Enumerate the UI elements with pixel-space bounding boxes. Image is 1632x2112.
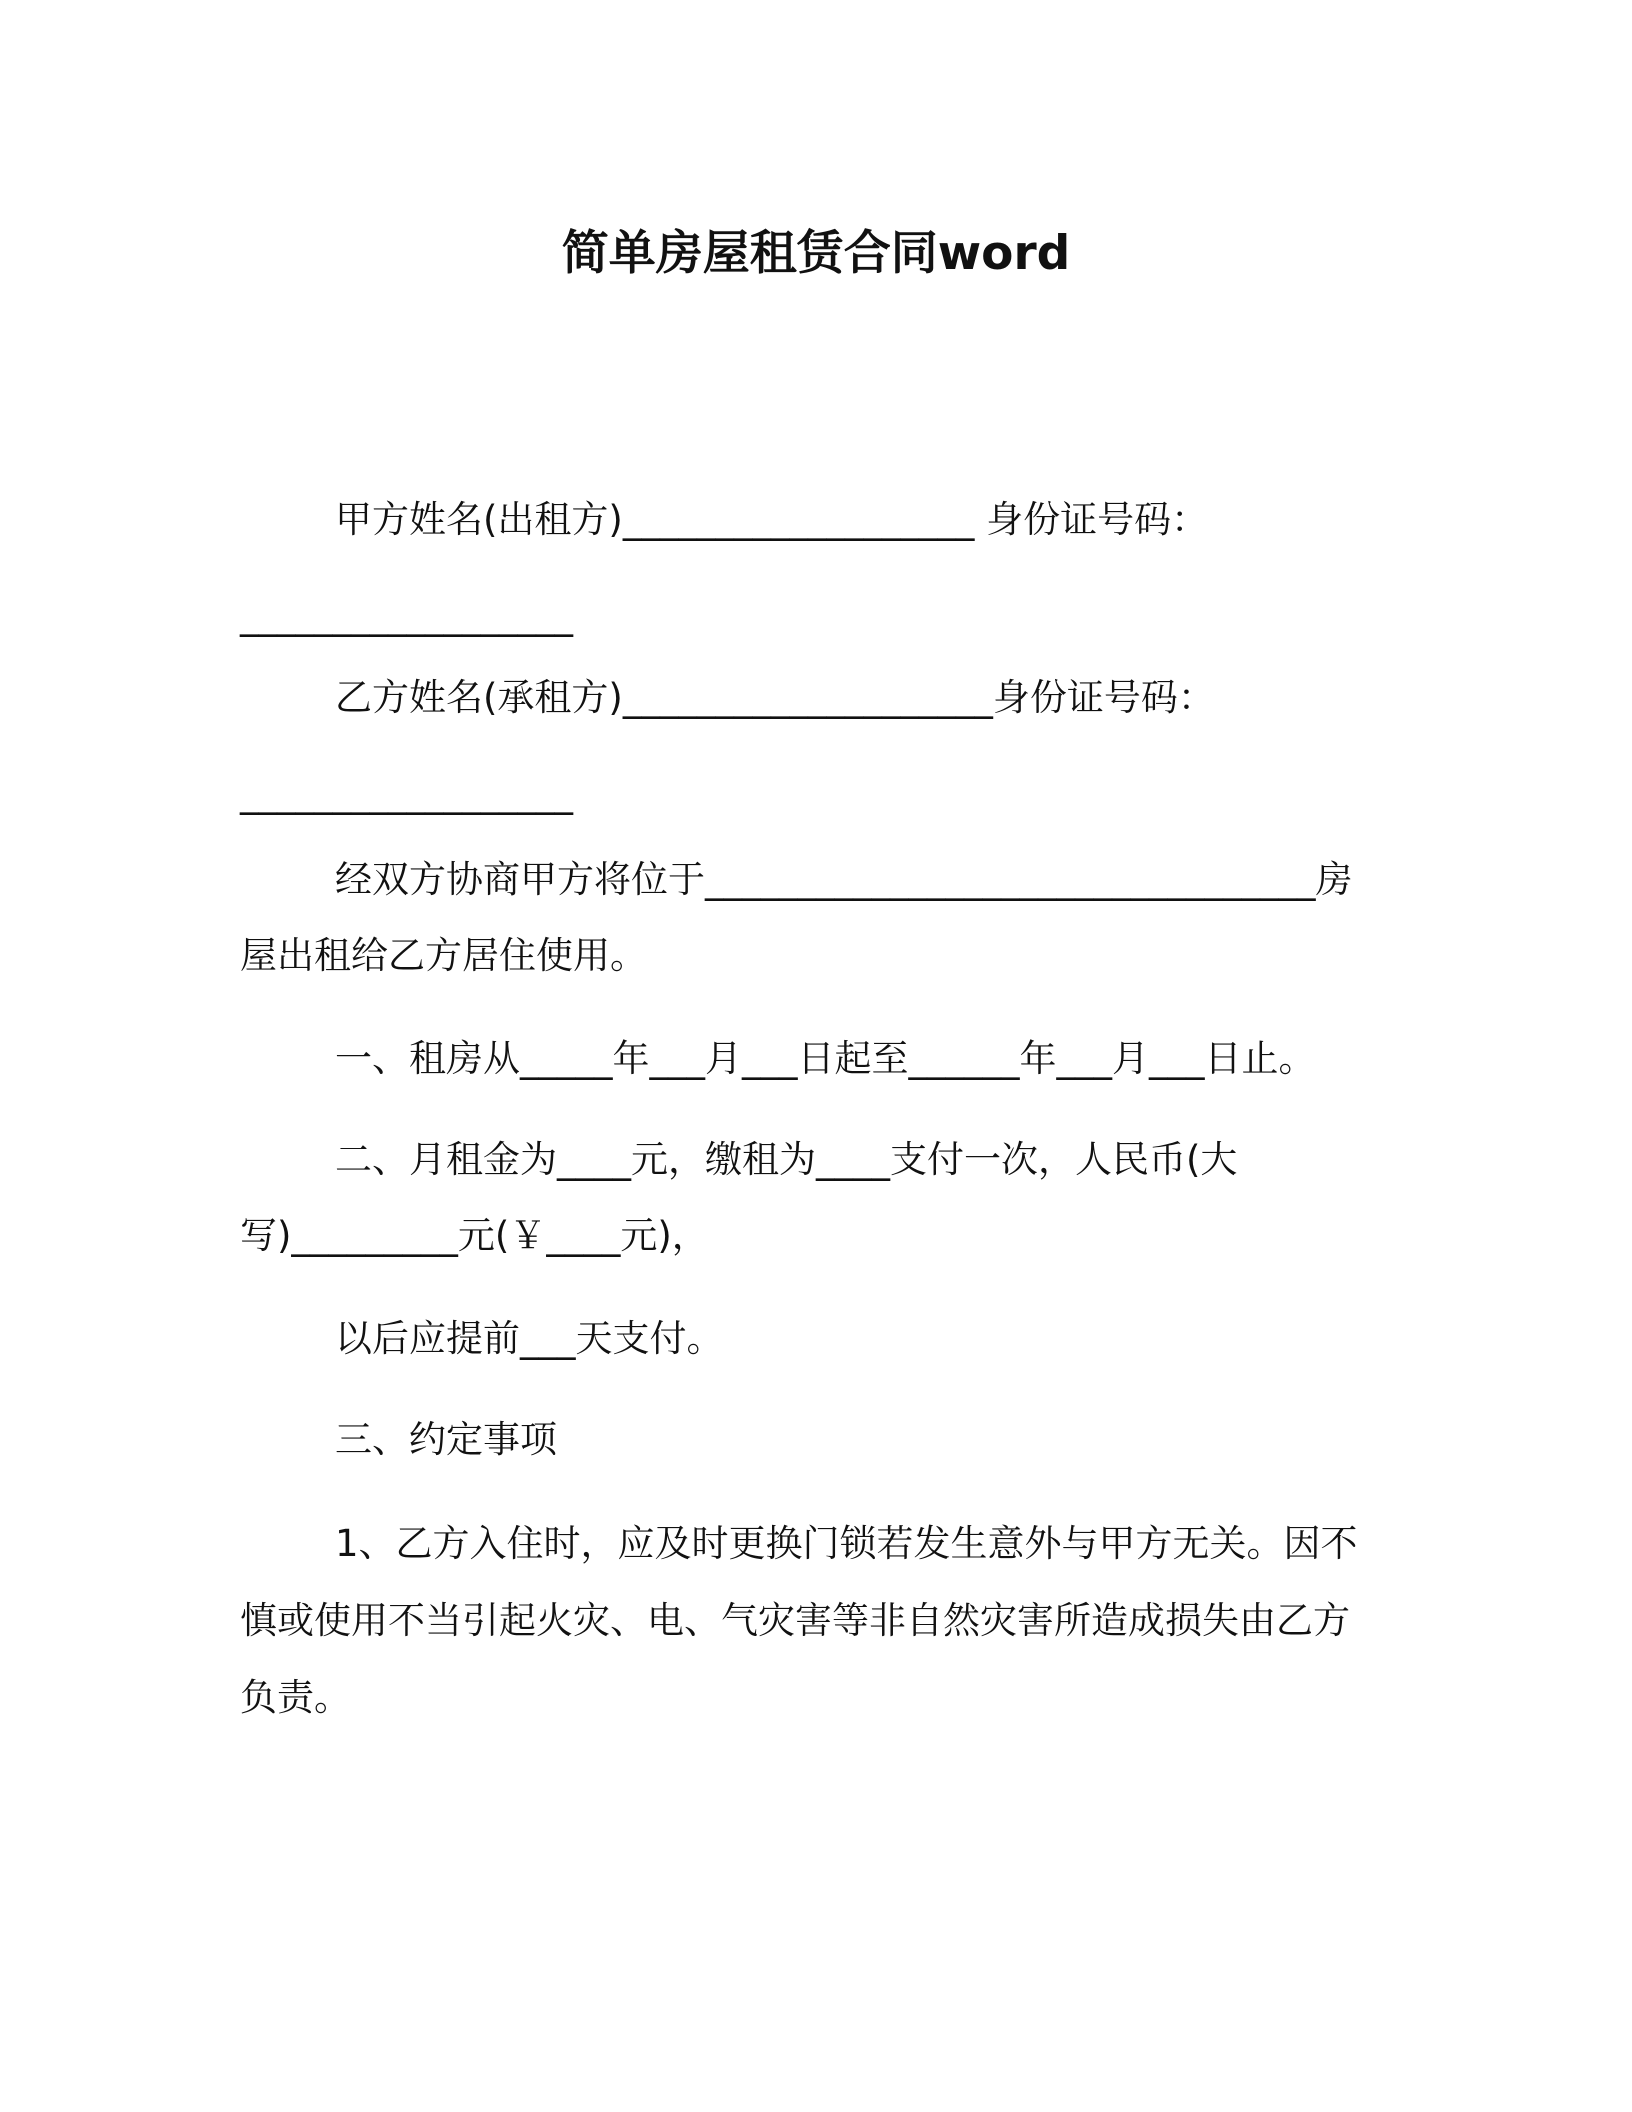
- party-b-id-line: __________________: [240, 772, 573, 815]
- property-location-line: 经双方协商甲方将位于_________________________________房: [335, 858, 1353, 901]
- clause-3-heading: 三、约定事项: [335, 1418, 557, 1461]
- clause-1-term: 一、租房从_____年___月___日起至______年___月___日止。: [335, 1037, 1316, 1080]
- party-a-line: 甲方姓名(出租方)___________________ 身份证号码：: [335, 498, 1209, 541]
- document-title: 简单房屋租赁合同word: [561, 226, 1071, 281]
- clause-2-rent: 二、月租金为____元，缴租为____支付一次，人民币(大: [335, 1138, 1238, 1181]
- party-b-line: 乙方姓名(承租方)____________________身份证号码：: [335, 676, 1215, 719]
- clause-3-item-1-line-3: 负责。: [240, 1676, 351, 1719]
- clause-3-item-1-line-2: 慎或使用不当引起火灾、电、气灾害等非自然灾害所造成损失由乙方: [240, 1599, 1350, 1642]
- property-usage-line: 屋出租给乙方居住使用。: [240, 934, 647, 977]
- party-a-id-line: __________________: [240, 594, 573, 637]
- clause-2-payment-advance: 以后应提前___天支付。: [335, 1317, 724, 1360]
- clause-3-item-1-line-1: 1、乙方入住时，应及时更换门锁若发生意外与甲方无关。因不: [335, 1522, 1358, 1565]
- clause-2-rent-amount: 写)_________元(￥____元)，: [240, 1214, 709, 1257]
